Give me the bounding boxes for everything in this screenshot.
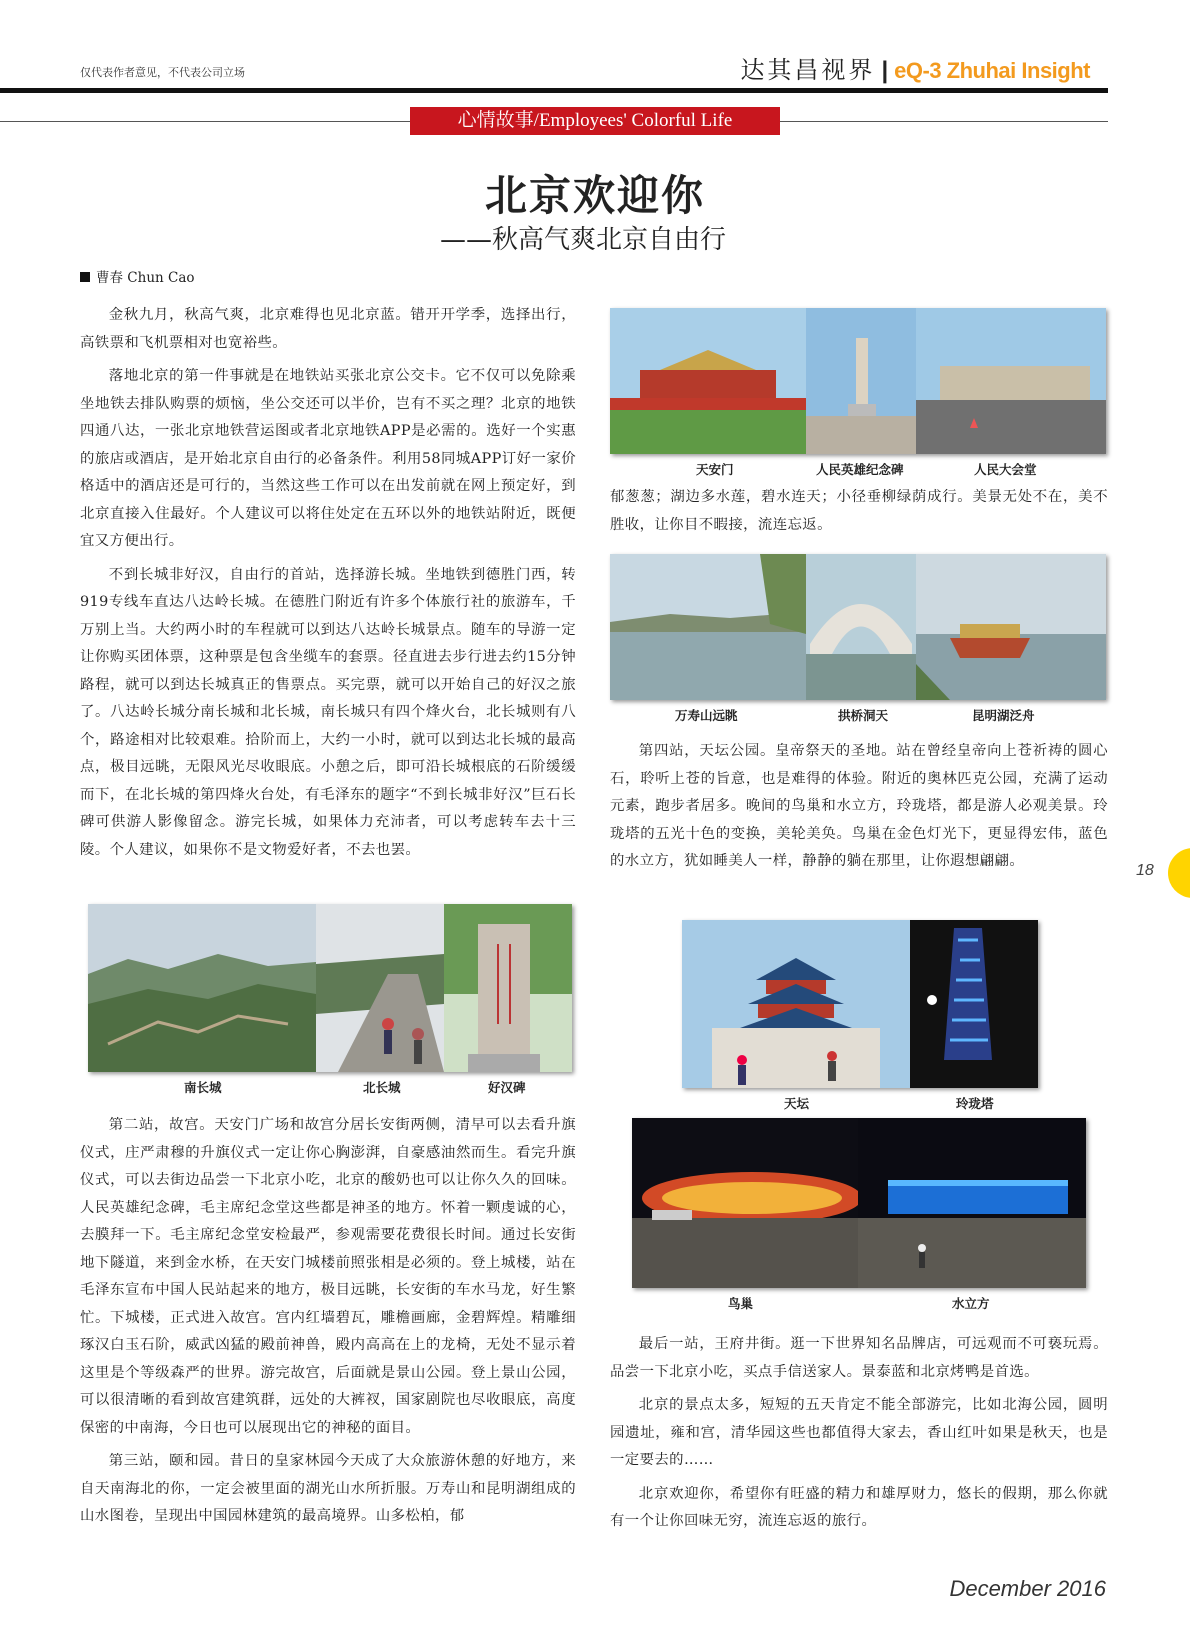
paragraph: 第二站，故宫。天安门广场和故宫分居长安街两侧，清早可以去看升旗仪式，庄严肃穆的升旗仪式一定让你心胸澎湃，自豪感油然而生。看完升旗仪式，可以去街边品尝一下北京小吃，北京的酸奶也可以让你久久的回味。人民英雄纪念碑，毛主席纪念堂这些都是神圣的地方。怀着一颗虔诚的心，去膜拜一下。毛主席纪念堂安检最严，参观需要花费很长时间。通过长安街地下隧道，来到金水桥，在天安门城楼前照张相是必须的。登上城楼，站在毛泽东宣布中国人民站起来的地方，极目远眺，长安街的车水马龙，好生繁忙。下城楼，正式进入故宫。宫内红墙碧瓦，雕檐画廊，金碧辉煌。精雕细琢汉白玉石阶，威武凶猛的殿前神兽，殿内高高在上的龙椅，无处不显示着这里是个等级森严的世界。游完故宫，后面就是景山公园。登上景山公园，可以很清晰的看到故宫建筑群，远处的大裤衩，国家剧院也尽收眼底，高度保密的中南海，今日也可以展现出它的神秘的面目。: [80, 1117, 576, 1436]
bullet-square-icon: [80, 272, 90, 282]
photo-birds-nest-set: [632, 1118, 1086, 1288]
page-number: 18: [1136, 862, 1154, 879]
author-name: 曹春 Chun Cao: [96, 270, 195, 286]
photo-caption: 好汉碑: [488, 1080, 526, 1095]
right-column-middle: [610, 738, 1108, 882]
photo-captions-tiananmen: [610, 460, 1106, 478]
photo-captions-summer-palace: [610, 706, 1106, 724]
article-title: 北京欢迎你: [484, 171, 705, 220]
photo-caption: 人民大会堂: [974, 462, 1037, 477]
photo-caption: 北长城: [363, 1080, 401, 1095]
photo-captions-temple: [682, 1094, 1038, 1112]
left-column-top: [80, 302, 576, 870]
photo-caption: 玲珑塔: [956, 1096, 994, 1111]
photo-caption: 万寿山远眺: [675, 708, 738, 723]
paragraph: 北京欢迎你，希望你有旺盛的精力和雄厚财力，悠长的假期，那么你就有一个让你回味无穷，流连忘返的旅行。: [610, 1485, 1108, 1529]
photo-tiananmen-set: [610, 308, 1106, 454]
paragraph: 第三站，颐和园。昔日的皇家林园今天成了大众旅游休憩的好地方，来自天南海北的你，一定会被里面的湖光山水所折服。万寿山和昆明湖组成的山水图卷，呈现出中国园林建筑的最高境界。山多松柏，郁: [80, 1453, 576, 1524]
paragraph: 第四站，天坛公园。皇帝祭天的圣地。站在曾经皇帝向上苍祈祷的圆心石，聆听上苍的旨意，也是难得的体验。附近的奥林匹克公园，充满了运动元素，跑步者居多。晚间的鸟巢和水立方，玲珑塔，都是游人必观美景。玲珑塔的五光十色的变换，美轮美奂。鸟巢在金色灯光下，更显得宏伟，蓝色的水立方，犹如睡美人一样，静静的躺在那里，让你遐想翩翩。: [610, 743, 1108, 869]
section-tag: 心情故事/Employees' Colorful Life: [410, 107, 780, 135]
disclaimer: 仅代表作者意见，不代表公司立场: [80, 66, 245, 79]
photo-caption: 昆明湖泛舟: [972, 708, 1035, 723]
right-column-continuation: [610, 484, 1108, 545]
paragraph: 金秋九月，秋高气爽，北京难得也见北京蓝。错开开学季，选择出行，高铁票和飞机票相对也宽裕些。: [80, 307, 576, 351]
paragraph: 落地北京的第一件事就是在地铁站买张北京公交卡。它不仅可以免除乘坐地铁去排队购票的烦恼，坐公交还可以半价，岂有不买之理？北京的地铁四通八达，一张北京地铁营运图或者北京地铁APP是必需的。选好一个实惠的旅店或酒店，是开始北京自由行的必备条件。利用58同城APP订好一家价格适中的酒店还是可行的，当然这些工作可以在出发前就在网上预定好，到北京直接入住最好。个人建议可以将住处定在五环以外的地铁站附近，既便宜又方便出行。: [80, 368, 576, 549]
brand-cn: 达其昌视界: [740, 56, 876, 84]
photo-caption: 天安门: [696, 462, 734, 477]
photo-caption: 拱桥洞天: [838, 708, 889, 723]
photo-summer-palace-set: [610, 554, 1106, 700]
photo-caption: 人民英雄纪念碑: [816, 462, 904, 477]
paragraph: 郁葱葱；湖边多水莲，碧水连天；小径垂柳绿荫成行。美景无处不在，美不胜收，让你目不暇接，流连忘返。: [610, 489, 1108, 533]
photo-caption: 鸟巢: [728, 1296, 754, 1311]
author-byline: [80, 266, 195, 286]
paragraph: 最后一站，王府井街。逛一下世界知名品牌店，可远观而不可亵玩焉。品尝一下北京小吃，买点手信送家人。景泰蓝和北京烤鸭是首选。: [610, 1336, 1108, 1380]
brand-title: [740, 50, 1090, 85]
brand-en: eQ-3 Zhuhai Insight: [894, 58, 1090, 83]
photo-caption: 水立方: [952, 1296, 990, 1311]
photo-captions-birds-nest: [632, 1294, 1086, 1312]
left-column-bottom: [80, 1112, 576, 1537]
photo-great-wall-set: [88, 904, 572, 1072]
paragraph: 北京的景点太多，短短的五天肯定不能全部游完，比如北海公园，圆明园遗址，雍和宫，清华园这些也都值得大家去，香山红叶如果是秋天，也是一定要去的……: [610, 1397, 1108, 1468]
page-tab-marker: [1168, 848, 1190, 898]
issue-date: December 2016: [949, 1576, 1106, 1601]
header-rule: [0, 88, 1108, 93]
photo-temple-of-heaven-set: [682, 920, 1038, 1088]
photo-caption: 南长城: [184, 1080, 222, 1095]
article-subtitle: ——秋高气爽北京自由行: [440, 225, 727, 255]
photo-caption: 天坛: [784, 1096, 810, 1111]
right-column-bottom: [610, 1331, 1108, 1542]
brand-separator: |: [881, 57, 889, 84]
photo-captions-great-wall: [88, 1078, 572, 1096]
paragraph: 不到长城非好汉，自由行的首站，选择游长城。坐地铁到德胜门西，转919专线车直达八达岭长城。在德胜门附近有许多个体旅行社的旅游车，千万别上当。大约两小时的车程就可以到达八达岭长城景点。随车的导游一定让你购买团体票，这种票是包含坐缆车的套票。径直进去步行进去约15分钟路程，就可以到达长城真正的售票点。买完票，就可以开始自己的好汉之旅了。八达岭长城分南长城和北长城，南长城只有四个烽火台，北长城则有八个，路途相对比较艰难。拾阶而上，大约一小时，就可以到达北长城的最高点，极目远眺，无限风光尽收眼底。小憩之后，即可沿长城根底的石阶缓缓而下，在北长城的第四烽火台处，有毛泽东的题字“不到长城非好汉”巨石长碑可供游人影像留念。游完长城，如果体力充沛者，可以考虑转车去十三陵。个人建议，如果你不是文物爱好者，不去也罢。: [80, 566, 576, 858]
